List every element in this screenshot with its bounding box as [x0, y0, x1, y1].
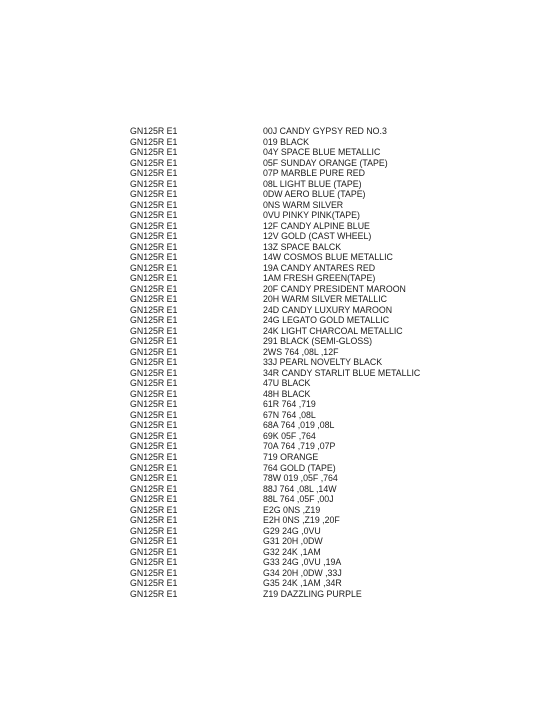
- color-code-cell: 2WS 764 ,08L ,12F: [263, 346, 339, 357]
- color-code-cell: 00J CANDY GYPSY RED NO.3: [263, 126, 387, 136]
- table-row: [130, 589, 450, 600]
- color-code-cell: E2G 0NS ,Z19: [263, 504, 321, 515]
- color-code-cell: 12V GOLD (CAST WHEEL): [263, 231, 372, 242]
- model-code-cell: GN125R E1: [130, 136, 178, 147]
- table-row: [130, 284, 450, 295]
- color-code-cell: 68A 764 ,019 ,08L: [263, 420, 335, 431]
- table-row: [130, 494, 450, 505]
- table-row: [130, 137, 450, 148]
- color-code-cell: 14W COSMOS BLUE METALLIC: [263, 252, 393, 263]
- table-row: [130, 336, 450, 347]
- table-row: [130, 526, 450, 537]
- table-row: [130, 231, 450, 242]
- table-row: [130, 568, 450, 579]
- model-code-cell: GN125R E1: [130, 367, 178, 378]
- table-row: [130, 484, 450, 495]
- color-code-cell: 04Y SPACE BLUE METALLIC: [263, 147, 381, 158]
- model-code-cell: GN125R E1: [130, 315, 178, 326]
- color-code-cell: 33J PEARL NOVELTY BLACK: [263, 357, 383, 368]
- model-code-cell: GN125R E1: [130, 430, 178, 441]
- table-row: [130, 305, 450, 316]
- table-row: [130, 357, 450, 368]
- model-code-cell: GN125R E1: [130, 399, 178, 410]
- table-row: [130, 431, 450, 442]
- table-row: [130, 420, 450, 431]
- table-row: [130, 389, 450, 400]
- model-code-cell: GN125R E1: [130, 273, 178, 284]
- table-row: [130, 189, 450, 200]
- model-code-cell: GN125R E1: [130, 157, 178, 168]
- color-code-cell: 08L LIGHT BLUE (TAPE): [263, 178, 362, 189]
- color-code-cell: 24D CANDY LUXURY MAROON: [263, 304, 393, 315]
- color-code-cell: Z19 DAZZLING PURPLE: [263, 588, 362, 599]
- table-row: [130, 505, 450, 516]
- model-code-cell: GN125R E1: [130, 546, 178, 557]
- model-code-cell: GN125R E1: [130, 494, 178, 505]
- color-code-table: [130, 126, 450, 599]
- table-row: [130, 368, 450, 379]
- model-code-cell: GN125R E1: [130, 357, 178, 368]
- table-row: [130, 242, 450, 253]
- color-code-cell: 05F SUNDAY ORANGE (TAPE): [263, 157, 388, 168]
- color-code-cell: G32 24K ,1AM: [263, 546, 321, 557]
- model-code-cell: GN125R E1: [130, 231, 178, 242]
- color-code-cell: G29 24G ,0VU: [263, 525, 321, 536]
- table-row: [130, 315, 450, 326]
- color-code-cell: G33 24G ,0VU ,19A: [263, 557, 342, 568]
- color-code-cell: G34 20H ,0DW ,33J: [263, 567, 342, 578]
- model-code-cell: GN125R E1: [130, 536, 178, 547]
- table-row: [130, 473, 450, 484]
- color-code-cell: G35 24K ,1AM ,34R: [263, 578, 342, 589]
- model-code-cell: GN125R E1: [130, 189, 178, 200]
- model-code-cell: GN125R E1: [130, 578, 178, 589]
- table-row: [130, 452, 450, 463]
- model-code-cell: GN125R E1: [130, 252, 178, 263]
- table-row: [130, 399, 450, 410]
- model-code-cell: GN125R E1: [130, 304, 178, 315]
- color-code-cell: 24G LEGATO GOLD METALLIC: [263, 315, 390, 326]
- color-code-cell: 88J 764 ,08L ,14W: [263, 483, 337, 494]
- model-code-cell: GN125R E1: [130, 283, 178, 294]
- color-code-cell: 78W 019 ,05F ,764: [263, 473, 338, 484]
- model-code-cell: GN125R E1: [130, 210, 178, 221]
- model-code-cell: GN125R E1: [130, 557, 178, 568]
- color-code-cell: 291 BLACK (SEMI-GLOSS): [263, 336, 373, 347]
- table-row: [130, 441, 450, 452]
- table-row: [130, 536, 450, 547]
- model-code-cell: GN125R E1: [130, 388, 178, 399]
- color-code-cell: 12F CANDY ALPINE BLUE: [263, 220, 370, 231]
- model-code-cell: GN125R E1: [130, 473, 178, 484]
- color-code-cell: 0NS WARM SILVER: [263, 199, 344, 210]
- model-code-cell: GN125R E1: [130, 525, 178, 536]
- color-code-cell: 20H WARM SILVER METALLIC: [263, 294, 387, 305]
- model-code-cell: GN125R E1: [130, 336, 178, 347]
- table-row: [130, 252, 450, 263]
- model-code-cell: GN125R E1: [130, 504, 178, 515]
- color-code-cell: 19A CANDY ANTARES RED: [263, 262, 376, 273]
- table-row: [130, 347, 450, 358]
- model-code-cell: GN125R E1: [130, 325, 178, 336]
- table-row: [130, 578, 450, 589]
- color-code-cell: 07P MARBLE PURE RED: [263, 168, 366, 179]
- model-code-cell: GN125R E1: [130, 168, 178, 179]
- table-row: [130, 410, 450, 421]
- color-code-cell: 24K LIGHT CHARCOAL METALLIC: [263, 325, 403, 336]
- color-code-cell: 0VU PINKY PINK(TAPE): [263, 210, 360, 221]
- table-row: [130, 557, 450, 568]
- color-code-cell: 0DW AERO BLUE (TAPE): [263, 189, 366, 200]
- color-code-cell: 13Z SPACE BALCK: [263, 241, 342, 252]
- model-code-cell: GN125R E1: [130, 420, 178, 431]
- model-code-cell: GN125R E1: [130, 262, 178, 273]
- model-code-cell: GN125R E1: [130, 378, 178, 389]
- table-row: [130, 463, 450, 474]
- color-code-cell: 47U BLACK: [263, 378, 311, 389]
- model-code-cell: GN125R E1: [130, 441, 178, 452]
- color-code-cell: E2H 0NS ,Z19 ,20F: [263, 515, 340, 526]
- table-row: [130, 179, 450, 190]
- model-code-cell: GN125R E1: [130, 147, 178, 158]
- model-code-cell: GN125R E1: [130, 515, 178, 526]
- color-code-cell: 88L 764 ,05F ,00J: [263, 494, 334, 505]
- table-row: [130, 273, 450, 284]
- color-code-cell: 20F CANDY PRESIDENT MAROON: [263, 283, 406, 294]
- model-code-cell: GN125R E1: [130, 220, 178, 231]
- model-code-cell: GN125R E1: [130, 126, 178, 136]
- model-code-cell: GN125R E1: [130, 451, 178, 462]
- color-code-cell: 1AM FRESH GREEN(TAPE): [263, 273, 376, 284]
- table-row: [130, 378, 450, 389]
- model-code-cell: GN125R E1: [130, 462, 178, 473]
- color-code-cell: 019 BLACK: [263, 136, 309, 147]
- table-row: [130, 294, 450, 305]
- color-code-cell: G31 20H ,0DW: [263, 536, 323, 547]
- color-code-cell: 70A 764 ,719 ,07P: [263, 441, 336, 452]
- table-row: [130, 547, 450, 558]
- color-code-cell: 48H BLACK: [263, 388, 311, 399]
- model-code-cell: GN125R E1: [130, 483, 178, 494]
- table-row: [130, 147, 450, 158]
- model-code-cell: GN125R E1: [130, 346, 178, 357]
- color-code-cell: 61R 764 ,719: [263, 399, 316, 410]
- table-row: [130, 210, 450, 221]
- table-row: [130, 168, 450, 179]
- color-code-cell: 67N 764 ,08L: [263, 409, 316, 420]
- table-row: [130, 126, 450, 137]
- table-row: [130, 326, 450, 337]
- color-code-cell: 719 ORANGE: [263, 451, 319, 462]
- color-code-cell: 69K 05F ,764: [263, 430, 316, 441]
- table-row: [130, 200, 450, 211]
- table-row: [130, 263, 450, 274]
- table-row: [130, 515, 450, 526]
- model-code-cell: GN125R E1: [130, 199, 178, 210]
- model-code-cell: GN125R E1: [130, 178, 178, 189]
- color-code-cell: 34R CANDY STARLIT BLUE METALLIC: [263, 367, 421, 378]
- table-row: [130, 221, 450, 232]
- model-code-cell: GN125R E1: [130, 409, 178, 420]
- model-code-cell: GN125R E1: [130, 588, 178, 599]
- table-row: [130, 158, 450, 169]
- model-code-cell: GN125R E1: [130, 294, 178, 305]
- model-code-cell: GN125R E1: [130, 241, 178, 252]
- color-code-cell: 764 GOLD (TAPE): [263, 462, 336, 473]
- model-code-cell: GN125R E1: [130, 567, 178, 578]
